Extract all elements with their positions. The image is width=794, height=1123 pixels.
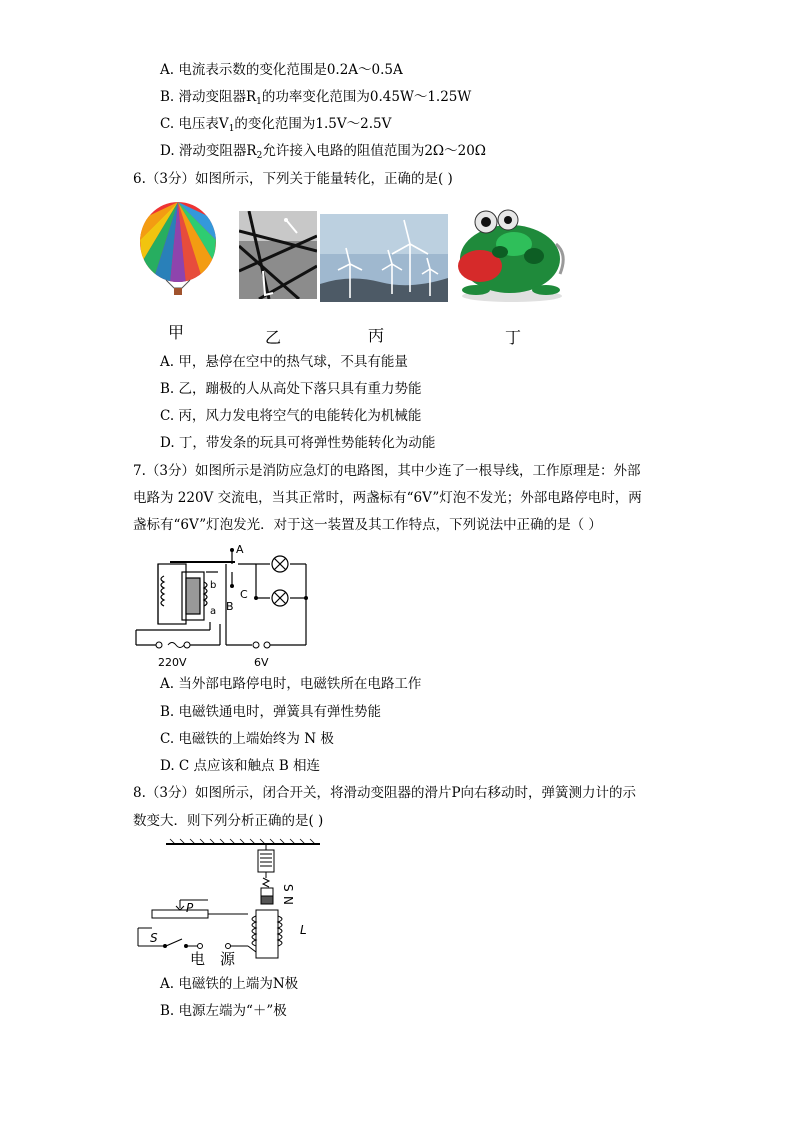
q7-option-a: A. 当外部电路停电时，电磁铁所在电路工作 bbox=[160, 676, 422, 692]
label-switch-s: S bbox=[150, 931, 158, 945]
bungee-jump-image bbox=[239, 211, 317, 299]
q5-option-c-sub: 1 bbox=[228, 124, 235, 134]
label-a-upper: A bbox=[236, 543, 244, 556]
q8-option-b: B. 电源左端为“＋”极 bbox=[160, 1003, 287, 1019]
wind-up-frog-image bbox=[450, 204, 572, 304]
label-220v: 220V bbox=[158, 656, 187, 669]
q6-option-a: A. 甲，悬停在空中的热气球，不具有能量 bbox=[160, 354, 408, 370]
q5-option-b bbox=[160, 88, 471, 106]
q8-stem-line-2: 数变大．则下列分析正确的是( ) bbox=[133, 813, 324, 829]
q5-option-d-text: D. 滑动变阻器R bbox=[160, 143, 257, 159]
q6-stem: 6.（3分）如图所示，下列关于能量转化，正确的是( ) bbox=[133, 171, 453, 187]
label-6v: 6V bbox=[254, 656, 269, 669]
q5-option-c-text2: 的变化范围为1.5V～2.5V bbox=[234, 116, 392, 132]
caption-bing: 丙 bbox=[368, 326, 385, 345]
label-a-lower: a bbox=[210, 606, 217, 617]
label-magnet-n: N bbox=[281, 896, 295, 905]
q5-option-d-text2: 允许接入电路的阻值范围为2Ω～20Ω bbox=[262, 143, 486, 159]
q6-option-d: D. 丁，带发条的玩具可将弹性势能转化为动能 bbox=[160, 435, 436, 451]
label-slider-p: P bbox=[186, 901, 194, 915]
emergency-light-circuit-diagram bbox=[130, 542, 310, 670]
q8-stem-line-1: 8.（3分）如图所示，闭合开关，将滑动变阻器的滑片P向右移动时，弹簧测力计的示 bbox=[133, 785, 637, 801]
q7-option-c: C. 电磁铁的上端始终为 N 极 bbox=[160, 731, 334, 747]
label-power-source: 电 源 bbox=[190, 950, 236, 968]
q5-option-b-text: B. 滑动变阻器R bbox=[160, 89, 257, 105]
q5-option-d-sub: 2 bbox=[256, 151, 263, 161]
label-b-lower: b bbox=[210, 580, 217, 591]
label-b-upper: B bbox=[226, 600, 234, 613]
label-c: C bbox=[240, 588, 248, 601]
hot-air-balloon-image bbox=[136, 200, 220, 300]
q7-stem-line-3: 盏标有“6V”灯泡发光．对于这一装置及其工作特点，下列说法中正确的是（ ） bbox=[133, 517, 602, 533]
q8-option-a: A. 电磁铁的上端为N极 bbox=[160, 976, 299, 992]
q5-option-b-text2: 的功率变化范围为0.45W～1.25W bbox=[261, 89, 472, 105]
q5-option-d bbox=[160, 142, 486, 160]
q6-option-c: C. 丙，风力发电将空气的电能转化为机械能 bbox=[160, 408, 422, 424]
q7-option-b: B. 电磁铁通电时，弹簧具有弹性势能 bbox=[160, 704, 382, 720]
q7-stem-line-1: 7.（3分）如图所示是消防应急灯的电路图，其中少连了一根导线，工作原理是：外部 bbox=[133, 463, 641, 479]
q5-option-b-sub: 1 bbox=[256, 97, 262, 107]
q5-option-c-text: C. 电压表V bbox=[160, 116, 229, 132]
label-coil-l: L bbox=[300, 923, 307, 937]
caption-jia: 甲 bbox=[168, 323, 185, 342]
q7-option-d: D. C 点应该和触点 B 相连 bbox=[160, 758, 321, 774]
q5-option-c bbox=[160, 115, 391, 133]
caption-ding: 丁 bbox=[505, 328, 522, 347]
q5-option-a: A. 电流表示数的变化范围是0.2A～0.5A bbox=[160, 62, 403, 78]
q6-option-b: B. 乙，蹦极的人从高处下落只具有重力势能 bbox=[160, 381, 422, 397]
wind-turbines-image bbox=[320, 214, 448, 302]
electromagnet-spring-scale-diagram bbox=[130, 836, 330, 968]
q7-stem-line-2: 电路为 220V 交流电，当其正常时，两盏标有“6V”灯泡不发光；外部电路停电时，两 bbox=[133, 490, 642, 506]
label-magnet-s: S bbox=[281, 884, 295, 892]
caption-yi: 乙 bbox=[265, 328, 282, 347]
